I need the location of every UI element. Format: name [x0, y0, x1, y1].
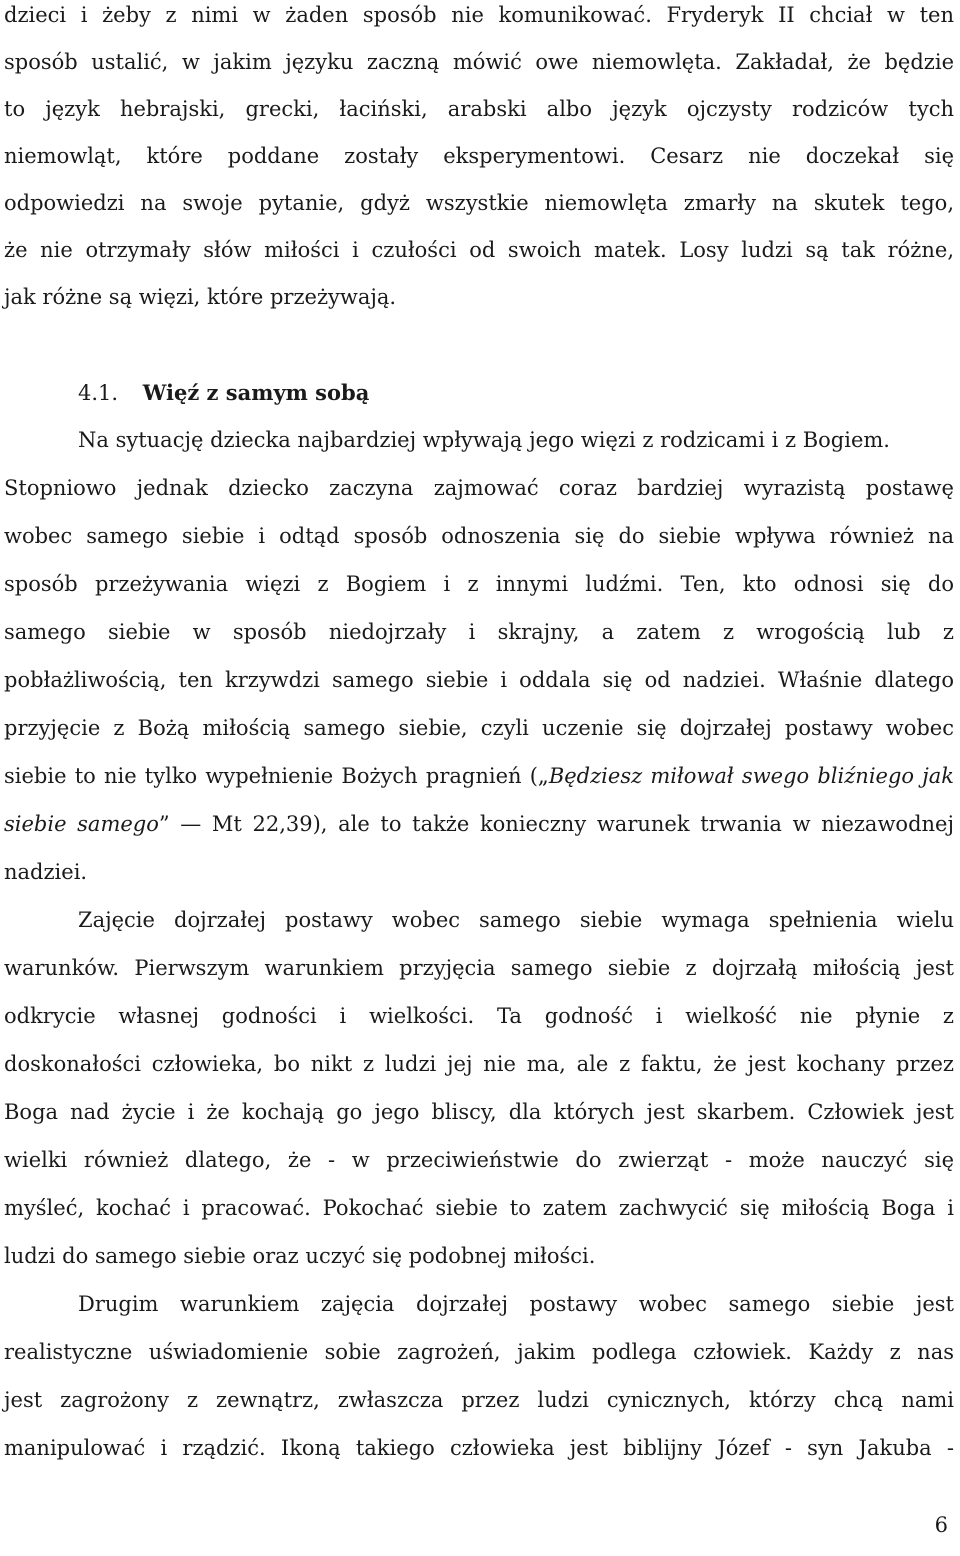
text-line: myśleć, kochać i pracować. Pokochać siebie to zatem zachwycić się miłością Boga i — [4, 1196, 954, 1220]
section-title: Więź z samym sobą — [142, 380, 370, 405]
text-line: Stopniowo jednak dziecko zaczyna zajmować coraz bardziej wyrazistą postawę — [4, 476, 954, 500]
text-line: sposób przeżywania więzi z Bogiem i z innymi ludźmi. Ten, kto odnosi się do — [4, 572, 954, 596]
text-line: warunków. Pierwszym warunkiem przyjęcia samego siebie z dojrzałą miłością jest — [4, 956, 954, 980]
bible-quote: Będziesz miłował swego bliźniego jak — [548, 764, 955, 788]
quote-mark: „ — [537, 764, 549, 788]
text-line: dzieci i żeby z nimi w żaden sposób nie komunikować. Fryderyk II chciał w ten — [4, 3, 954, 27]
text-line: sposób ustalić, w jakim języku zaczną mówić owe niemowlęta. Zakładał, że będzie — [4, 50, 954, 74]
bible-quote: siebie samego — [4, 812, 159, 836]
text-line: doskonałości człowieka, bo nikt z ludzi jej nie ma, ale z faktu, że jest kochany przez — [4, 1052, 954, 1076]
text-segment: ” — Mt 22,39), ale to także konieczny warunek trwania w niezawodnej — [158, 812, 954, 836]
text-line: jak różne są więzi, które przeżywają. — [4, 285, 397, 309]
text-line: jest zagrożony z zewnątrz, zwłaszcza przez ludzi cynicznych, którzy chcą nami — [4, 1388, 954, 1412]
text-line: odkrycie własnej godności i wielkości. Ta godność i wielkość nie płynie z — [4, 1004, 954, 1028]
text-line: to język hebrajski, grecki, łaciński, arabski albo język ojczysty rodziców tych — [4, 97, 954, 121]
text-line: ludzi do samego siebie oraz uczyć się podobnej miłości. — [4, 1244, 596, 1268]
page-number: 6 — [934, 1513, 948, 1537]
text-line: samego siebie w sposób niedojrzały i skrajny, a zatem z wrogością lub z — [4, 620, 954, 644]
text-line: Boga nad życie i że kochają go jego bliscy, dla których jest skarbem. Człowiek jest — [4, 1100, 954, 1124]
text-line-quote — [4, 761, 954, 791]
text-line: Zajęcie dojrzałej postawy wobec samego siebie wymaga spełnienia wielu — [78, 908, 954, 932]
section-number: 4.1. — [78, 381, 119, 405]
text-line: manipulować i rządzić. Ikoną takiego człowieka jest biblijny Józef - syn Jakuba - — [4, 1436, 954, 1460]
text-line: niemowląt, które poddane zostały eksperymentowi. Cesarz nie doczekał się — [4, 144, 954, 168]
text-line: realistyczne uświadomienie sobie zagrożeń, jakim podlega człowiek. Każdy z nas — [4, 1340, 954, 1364]
text-line-quote — [4, 809, 954, 839]
text-line: Drugim warunkiem zajęcia dojrzałej postawy wobec samego siebie jest — [78, 1292, 954, 1316]
text-line: odpowiedzi na swoje pytanie, gdyż wszystkie niemowlęta zmarły na skutek tego, — [4, 191, 954, 215]
text-line: Na sytuację dziecka najbardziej wpływają jego więzi z rodzicami i z Bogiem. — [78, 428, 890, 452]
text-segment: siebie to nie tylko wypełnienie Bożych pragnień ( — [4, 764, 538, 788]
text-line: pobłażliwością, ten krzywdzi samego siebie i oddala się od nadziei. Właśnie dlatego — [4, 668, 954, 692]
text-line: wobec samego siebie i odtąd sposób odnoszenia się do siebie wpływa również na — [4, 524, 954, 548]
text-line: przyjęcie z Bożą miłością samego siebie, czyli uczenie się dojrzałej postawy wobec — [4, 716, 954, 740]
text-line: wielki również dlatego, że - w przeciwieństwie do zwierząt - może nauczyć się — [4, 1148, 954, 1172]
text-line: że nie otrzymały słów miłości i czułości od swoich matek. Losy ludzi są tak różne, — [4, 238, 954, 262]
text-line: nadziei. — [4, 860, 88, 884]
section-heading — [78, 378, 369, 408]
